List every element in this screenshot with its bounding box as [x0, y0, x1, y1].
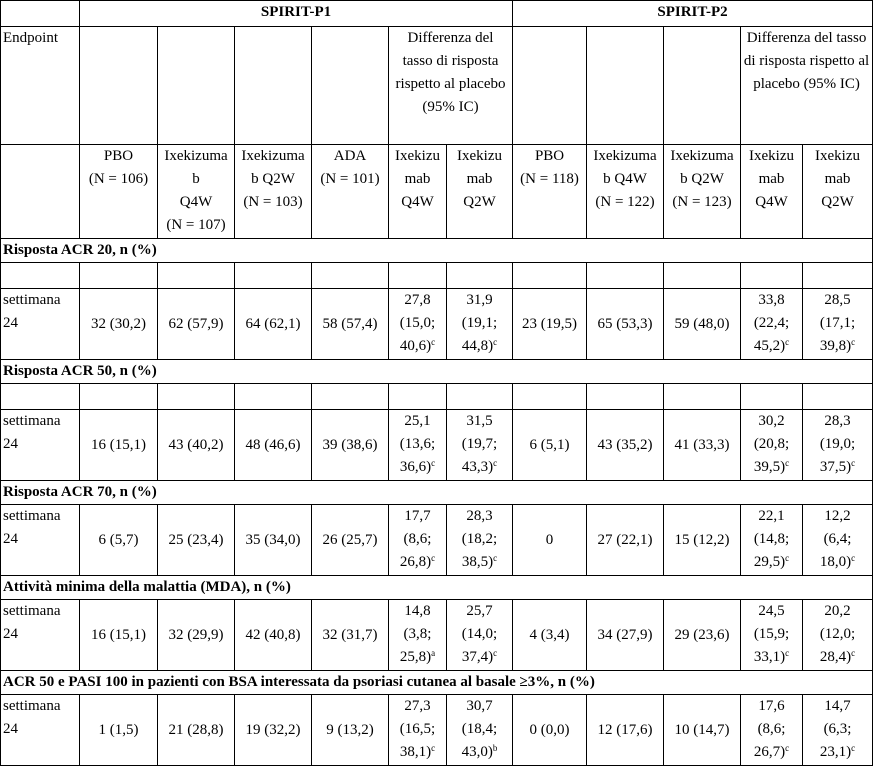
footnote-marker: c: [431, 743, 436, 753]
section-header-row: [1, 481, 873, 505]
blank-header-cell: [235, 27, 312, 145]
section-title: Risposta ACR 70, n (%): [1, 481, 873, 505]
value-cell-p2-pbo: 6 (5,1): [513, 410, 587, 481]
diff-cell-p1-diff-q2w: [447, 695, 513, 766]
footnote-marker: c: [431, 337, 436, 347]
footnote-marker: b: [492, 743, 498, 753]
value-cell-p1-pbo: 16 (15,1): [80, 600, 158, 671]
diff-value: 27,3 (16,5; 38,1): [399, 698, 436, 760]
empty-cell: [312, 263, 389, 289]
value-cell-p1-ada: 39 (38,6): [312, 410, 389, 481]
arm-header-row: [1, 145, 873, 239]
diff-value: 33,8 (22,4; 45,2): [753, 292, 790, 354]
diff-value: 30,7 (18,4; 43,0): [461, 698, 498, 760]
study-title-p2: SPIRIT-P2: [513, 1, 873, 27]
diff-value: 28,3 (18,2; 38,5): [461, 508, 498, 570]
empty-cell: [447, 263, 513, 289]
value-cell-p2-q2w: 41 (33,3): [664, 410, 741, 481]
timepoint-label: settimana 24: [1, 600, 80, 671]
blank-header-cell: [312, 27, 389, 145]
value-cell-p1-ada: 58 (57,4): [312, 289, 389, 360]
empty-cell: [803, 384, 873, 410]
footnote-marker: c: [493, 337, 498, 347]
diff-value: 20,2 (12,0; 28,4): [819, 603, 856, 665]
empty-cell: [1, 384, 80, 410]
diff-cell-p2-diff-q4w: [741, 695, 803, 766]
empty-cell: [513, 263, 587, 289]
value-cell-p1-q2w: 35 (34,0): [235, 505, 312, 576]
empty-cell: [664, 384, 741, 410]
diff-value: 17,7 (8,6; 26,8): [399, 508, 432, 570]
section-title: ACR 50 e PASI 100 in pazienti con BSA interessata da psoriasi cutanea al basale ≥3%, n (%): [1, 671, 873, 695]
value-cell-p2-pbo: 23 (19,5): [513, 289, 587, 360]
diff-cell-p1-diff-q2w: [447, 410, 513, 481]
empty-cell: [741, 384, 803, 410]
diff-cell-p1-diff-q4w: [389, 289, 447, 360]
diff-cell-p2-diff-q2w: [803, 695, 873, 766]
data-row: [1, 289, 873, 360]
value-cell-p2-q2w: 10 (14,7): [664, 695, 741, 766]
value-cell-p1-ada: 9 (13,2): [312, 695, 389, 766]
empty-cell: [1, 263, 80, 289]
diff-value: 17,6 (8,6; 26,7): [753, 698, 786, 760]
value-cell-p1-ada: 26 (25,7): [312, 505, 389, 576]
blank-header-cell: [587, 27, 664, 145]
diff-value: 12,2 (6,4; 18,0): [819, 508, 852, 570]
empty-cell: [158, 263, 235, 289]
value-cell-p1-q2w: 42 (40,8): [235, 600, 312, 671]
diff-value: 25,1 (13,6; 36,6): [399, 413, 436, 475]
blank-header-cell: [513, 27, 587, 145]
diff-value: 30,2 (20,8; 39,5): [753, 413, 790, 475]
arm-header-p2-diff-q4w: Ixekizu mab Q4W: [741, 145, 803, 239]
arm-header-p1-diff-q4w: Ixekizu mab Q4W: [389, 145, 447, 239]
empty-cell: [80, 263, 158, 289]
diff-value: 14,7 (6,3; 23,1): [819, 698, 852, 760]
diff-value: 31,5 (19,7; 43,3): [461, 413, 498, 475]
arm-header-p1-q2w: Ixekizuma b Q2W (N = 103): [235, 145, 312, 239]
data-row: [1, 410, 873, 481]
diff-cell-p2-diff-q4w: [741, 505, 803, 576]
empty-cell: [235, 384, 312, 410]
footnote-marker: c: [785, 337, 790, 347]
value-cell-p1-q4w: 32 (29,9): [158, 600, 235, 671]
footnote-marker: c: [851, 743, 856, 753]
value-cell-p1-q4w: 25 (23,4): [158, 505, 235, 576]
value-cell-p1-q2w: 19 (32,2): [235, 695, 312, 766]
timepoint-label: settimana 24: [1, 289, 80, 360]
timepoint-label: settimana 24: [1, 410, 80, 481]
footnote-marker: c: [493, 458, 498, 468]
arm-header-p2-q2w: Ixekizuma b Q2W (N = 123): [664, 145, 741, 239]
footnote-marker: a: [431, 648, 436, 658]
empty-cell: [389, 384, 447, 410]
footnote-marker: c: [851, 337, 856, 347]
section-header-row: [1, 671, 873, 695]
study-title-p1: SPIRIT-P1: [80, 1, 513, 27]
blank-header-cell: [664, 27, 741, 145]
corner-cell: [1, 1, 80, 27]
section-title: Attività minima della malattia (MDA), n (%): [1, 576, 873, 600]
diff-value: 25,7 (14,0; 37,4): [461, 603, 498, 665]
blank-header-cell: [1, 145, 80, 239]
diff-cell-p2-diff-q2w: [803, 410, 873, 481]
value-cell-p1-ada: 32 (31,7): [312, 600, 389, 671]
diff-cell-p1-diff-q2w: [447, 505, 513, 576]
diff-cell-p2-diff-q4w: [741, 289, 803, 360]
diff-cell-p1-diff-q4w: [389, 505, 447, 576]
arm-header-p2-q4w: Ixekizuma b Q4W (N = 122): [587, 145, 664, 239]
footnote-marker: c: [851, 458, 856, 468]
empty-cell: [803, 263, 873, 289]
empty-cell: [235, 263, 312, 289]
diff-value: 28,5 (17,1; 39,8): [819, 292, 856, 354]
blank-header-cell: [158, 27, 235, 145]
arm-header-p2-diff-q2w: Ixekizu mab Q2W: [803, 145, 873, 239]
diff-cell-p2-diff-q4w: [741, 410, 803, 481]
footnote-marker: c: [785, 648, 790, 658]
diff-header-p2: Differenza del tasso di risposta rispetto al placebo (95% IC): [741, 27, 873, 145]
footnote-marker: c: [785, 458, 790, 468]
value-cell-p2-q4w: 65 (53,3): [587, 289, 664, 360]
diff-header-p1: Differenza del tasso di risposta rispetto al placebo (95% IC): [389, 27, 513, 145]
section-title: Risposta ACR 50, n (%): [1, 360, 873, 384]
empty-cell: [587, 384, 664, 410]
data-row: [1, 600, 873, 671]
section-header-row: [1, 576, 873, 600]
value-cell-p1-q4w: 43 (40,2): [158, 410, 235, 481]
study-header-row: [1, 1, 873, 27]
footnote-marker: c: [493, 553, 498, 563]
empty-cell: [587, 263, 664, 289]
value-cell-p2-pbo: 0: [513, 505, 587, 576]
diff-value: 28,3 (19,0; 37,5): [819, 413, 856, 475]
spacer-row: [1, 384, 873, 410]
value-cell-p1-q2w: 48 (46,6): [235, 410, 312, 481]
section-header-row: [1, 239, 873, 263]
value-cell-p1-pbo: 16 (15,1): [80, 410, 158, 481]
arm-header-p1-diff-q2w: Ixekizu mab Q2W: [447, 145, 513, 239]
empty-cell: [447, 384, 513, 410]
value-cell-p2-q4w: 27 (22,1): [587, 505, 664, 576]
value-cell-p2-q2w: 15 (12,2): [664, 505, 741, 576]
diff-cell-p2-diff-q2w: [803, 289, 873, 360]
empty-cell: [389, 263, 447, 289]
value-cell-p2-pbo: 4 (3,4): [513, 600, 587, 671]
value-cell-p2-q2w: 29 (23,6): [664, 600, 741, 671]
value-cell-p1-pbo: 32 (30,2): [80, 289, 158, 360]
value-cell-p2-q2w: 59 (48,0): [664, 289, 741, 360]
arm-header-p1-pbo: PBO (N = 106): [80, 145, 158, 239]
timepoint-label: settimana 24: [1, 505, 80, 576]
blank-header-cell: [80, 27, 158, 145]
empty-cell: [741, 263, 803, 289]
section-title: Risposta ACR 20, n (%): [1, 239, 873, 263]
footnote-marker: c: [851, 553, 856, 563]
diff-cell-p1-diff-q4w: [389, 410, 447, 481]
diff-value: 14,8 (3,8; 25,8): [399, 603, 432, 665]
endpoint-header: Endpoint: [1, 27, 80, 145]
empty-cell: [312, 384, 389, 410]
footnote-marker: c: [431, 458, 436, 468]
diff-cell-p1-diff-q2w: [447, 289, 513, 360]
value-cell-p1-pbo: 6 (5,7): [80, 505, 158, 576]
value-cell-p2-q4w: 34 (27,9): [587, 600, 664, 671]
footnote-marker: c: [493, 648, 498, 658]
value-cell-p1-q2w: 64 (62,1): [235, 289, 312, 360]
footnote-marker: c: [785, 743, 790, 753]
arm-header-p2-pbo: PBO (N = 118): [513, 145, 587, 239]
empty-cell: [664, 263, 741, 289]
diff-value: 27,8 (15,0; 40,6): [399, 292, 436, 354]
data-row: [1, 505, 873, 576]
diff-value: 24,5 (15,9; 33,1): [753, 603, 790, 665]
value-cell-p2-q4w: 12 (17,6): [587, 695, 664, 766]
value-cell-p1-q4w: 62 (57,9): [158, 289, 235, 360]
diff-cell-p2-diff-q2w: [803, 600, 873, 671]
diff-value: 31,9 (19,1; 44,8): [461, 292, 498, 354]
empty-cell: [158, 384, 235, 410]
diff-cell-p1-diff-q4w: [389, 600, 447, 671]
diff-cell-p1-diff-q2w: [447, 600, 513, 671]
empty-cell: [513, 384, 587, 410]
value-cell-p2-q4w: 43 (35,2): [587, 410, 664, 481]
arm-header-p1-ada: ADA (N = 101): [312, 145, 389, 239]
diff-cell-p1-diff-q4w: [389, 695, 447, 766]
endpoint-header-row: [1, 27, 873, 145]
spacer-row: [1, 263, 873, 289]
diff-cell-p2-diff-q4w: [741, 600, 803, 671]
timepoint-label: settimana 24: [1, 695, 80, 766]
footnote-marker: c: [851, 648, 856, 658]
value-cell-p1-q4w: 21 (28,8): [158, 695, 235, 766]
arm-header-p1-q4w: Ixekizuma b Q4W (N = 107): [158, 145, 235, 239]
footnote-marker: c: [431, 553, 436, 563]
value-cell-p2-pbo: 0 (0,0): [513, 695, 587, 766]
empty-cell: [80, 384, 158, 410]
data-row: [1, 695, 873, 766]
diff-value: 22,1 (14,8; 29,5): [753, 508, 790, 570]
diff-cell-p2-diff-q2w: [803, 505, 873, 576]
footnote-marker: c: [785, 553, 790, 563]
section-header-row: [1, 360, 873, 384]
value-cell-p1-pbo: 1 (1,5): [80, 695, 158, 766]
